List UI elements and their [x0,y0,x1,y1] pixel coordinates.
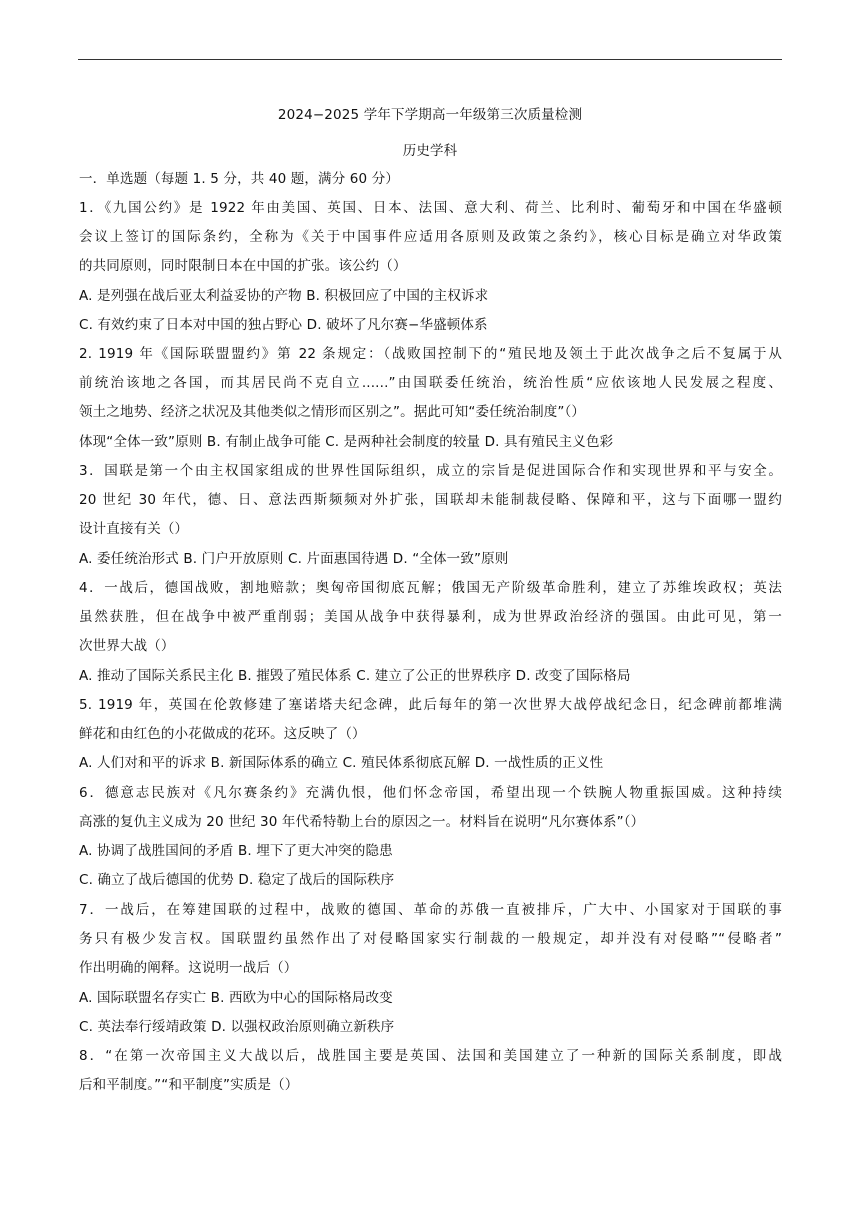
q6-stem-line-1: 6．德意志民族对《凡尔赛条约》充满仇恨，他们怀念帝国，希望出现一个铁腕人物重振国威。这种持续 [79,785,782,801]
q5-stem-line-1: 5. 1919 年，英国在伦敦修建了塞诺塔夫纪念碑，此后每年的第一次世界大战停战纪念日，纪念碑前都堆满 [79,697,782,713]
q2-stem-line-1: 2. 1919 年《国际联盟盟约》第 22 条规定：（战败国控制下的“殖民地及领土于此次战争之后不复属于从 [79,346,782,362]
q5-options: A. 人们对和平的诉求 B. 新国际体系的确立 C. 殖民体系彻底瓦解 D. 一战性质的正义性 [79,755,604,771]
q1-stem-line-3: 的共同原则，同时限制日本在中国的扩张。该公约（） [79,258,407,274]
q3-stem-line-1: 3．国联是第一个由主权国家组成的世界性国际组织，成立的宗旨是促进国际合作和实现世界和平与安全。 [79,463,782,479]
q7-options-line-1: A. 国际联盟名存实亡 B. 西欧为中心的国际格局改变 [79,990,393,1006]
q7-stem-line-2: 务只有极少发言权。国联盟约虽然作出了对侵略国家实行制裁的一般规定，却并没有对侵略”“侵略者” [79,931,782,947]
q3-stem-line-2: 20 世纪 30 年代，德、日、意法西斯频频对外扩张，国联却未能制裁侵略、保障和平，这与下面哪一盟约 [79,492,782,508]
q7-options-line-2: C. 英法奉行绥靖政策 D. 以强权政治原则确立新秩序 [79,1019,395,1035]
q4-stem-line-1: 4．一战后，德国战败，割地赔款；奥匈帝国彻底瓦解；俄国无产阶级革命胜利，建立了苏维埃政权；英法 [79,580,782,596]
q5-stem-line-2: 鲜花和由红色的小花做成的花环。这反映了（） [79,726,366,742]
q7-stem-line-1: 7．一战后，在筹建国联的过程中，战败的德国、革命的苏俄一直被排斥，广大中、小国家对于国联的事 [79,902,782,918]
q8-stem-line-2: 后和平制度。”“和平制度”实质是（） [79,1077,299,1093]
section-heading: 一．单选题（每题 1. 5 分，共 40 题，满分 60 分） [79,171,400,187]
subject-title: 历史学科 [402,143,458,159]
q8-stem-line-1: 8．“在第一次帝国主义大战以后，战胜国主要是英国、法国和美国建立了一种新的国际关系制度，即战 [79,1048,782,1064]
q1-options-line-2: C. 有效约束了日本对中国的独占野心 D. 破坏了凡尔赛−华盛顿体系 [79,317,488,333]
q1-options-line-1: A. 是列强在战后亚太利益妥协的产物 B. 积极回应了中国的主权诉求 [79,288,489,304]
header-rule [78,59,782,60]
q2-stem-line-3: 领土之地势、经济之状况及其他类似之情形而区别之”。据此可知“委任统治制度”（） [79,404,586,420]
exam-title: 2024−2025 学年下学期高一年级第三次质量检测 [277,107,583,123]
q7-stem-line-3: 作出明确的阐释。这说明一战后（） [79,960,298,976]
q6-options-line-2: C. 确立了战后德国的优势 D. 稳定了战后的国际秩序 [79,872,395,888]
q4-stem-line-2: 虽然获胜，但在战争中被严重削弱；美国从战争中获得暴利，成为世界政治经济的强国。由此可见，第一 [79,609,782,625]
q1-stem-line-1: 1．《九国公约》是 1922 年由美国、英国、日本、法国、意大利、荷兰、比利时、葡萄牙和中国在华盛顿 [79,200,782,216]
q1-stem-line-2: 会议上签订的国际条约，全称为《关于中国事件应适用各原则及政策之条约》，核心目标是确立对华政策 [79,229,782,245]
q4-options: A. 推动了国际关系民主化 B. 摧毁了殖民体系 C. 建立了公正的世界秩序 D. 改变了国际格局 [79,668,631,684]
q6-stem-line-2: 高涨的复仇主义成为 20 世纪 30 年代希特勒上台的原因之一。材料旨在说明“凡尔赛体系”（） [79,814,645,830]
q4-stem-line-3: 次世界大战（） [79,638,175,654]
q2-options: 体现“全体一致”原则 B. 有制止战争可能 C. 是两种社会制度的较量 D. 具有殖民主义色彩 [79,434,614,450]
q3-stem-line-3: 设计直接有关（） [79,521,189,537]
q2-stem-line-2: 前统治该地之各国，而其居民尚不克自立......”由国联委任统治，统治性质“应依该地人民发展之程度、 [79,375,782,391]
q6-options-line-1: A. 协调了战胜国间的矛盾 B. 埋下了更大冲突的隐患 [79,843,393,859]
q3-options: A. 委任统治形式 B. 门户开放原则 C. 片面惠国待遇 D. “全体一致”原则 [79,551,509,567]
